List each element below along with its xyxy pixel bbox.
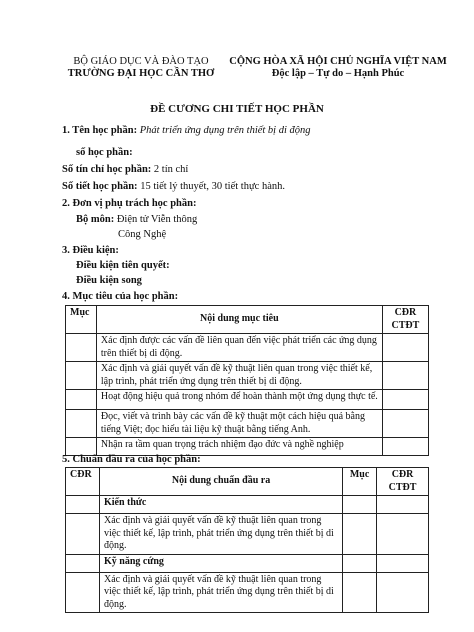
table-row — [66, 390, 429, 410]
objectives-table — [65, 305, 429, 456]
table-cell — [377, 514, 429, 555]
hours-value: 15 tiết lý thuyết, 30 tiết thực hành. — [140, 181, 285, 192]
dept-value: Điện tử Viễn thông — [116, 214, 198, 225]
credits-line — [62, 163, 188, 176]
credits-label: Số tín chỉ học phần: — [62, 164, 152, 175]
dept-line — [76, 213, 197, 226]
document-title: ĐỀ CƯƠNG CHI TIẾT HỌC PHẦN — [150, 103, 324, 115]
table-row — [66, 554, 429, 572]
table-row — [66, 410, 429, 438]
table-cell — [66, 390, 97, 410]
section-1-heading: 1. Tên học phần: — [62, 125, 138, 136]
col-cdr-line2: CTĐT — [391, 319, 420, 331]
outcomes-header-row — [66, 468, 429, 496]
col-cdr-line1: CĐR — [391, 469, 414, 480]
section-5-heading: 5. Chuẩn đầu ra của học phần: — [62, 454, 201, 465]
col-outcome-content: Nội dung chuẩn đầu ra — [99, 468, 342, 496]
table-cell — [377, 496, 429, 514]
dept-value-2: Công Nghệ — [118, 229, 167, 240]
section-1-line — [62, 124, 311, 137]
objective-text: Hoạt động hiệu quả trong nhóm để hoàn thành một ứng dụng thực tế. — [96, 390, 382, 410]
table-cell — [66, 514, 100, 555]
table-cell — [66, 554, 100, 572]
table-cell — [343, 554, 377, 572]
col-cdr-line1: CĐR — [394, 307, 417, 318]
credits-value: 2 tín chỉ — [153, 164, 189, 175]
table-row — [66, 514, 429, 555]
col-cdr-ctdt — [377, 468, 429, 496]
outcome-text: Xác định và giải quyết vấn đề kỹ thuật liên quan trong việc thiết kế, lập trình, phát triển ứng dụng trên thiết bị di động. — [99, 572, 342, 613]
table-cell — [343, 496, 377, 514]
outcomes-table — [65, 467, 429, 613]
group-knowledge: Kiến thức — [99, 496, 342, 514]
table-cell — [382, 334, 428, 362]
course-code-label: số học phần: — [76, 147, 133, 158]
republic-name: CỘNG HÒA XÃ HỘI CHỦ NGHĨA VIỆT NAM — [229, 56, 447, 67]
course-name: Phát triển ứng dụng trên thiết bị di động — [139, 125, 311, 136]
ministry-name: BỘ GIÁO DỤC VÀ ĐÀO TẠO — [73, 56, 209, 67]
objective-text: Nhận ra tầm quan trọng trách nhiệm đạo đức và nghề nghiệp — [96, 438, 382, 456]
table-row — [66, 334, 429, 362]
table-cell — [66, 362, 97, 390]
table-row — [66, 496, 429, 514]
motto: Độc lập – Tự do – Hạnh Phúc — [271, 68, 405, 79]
group-hard-skills: Kỹ năng cứng — [99, 554, 342, 572]
table-cell — [343, 572, 377, 613]
table-cell — [382, 438, 428, 456]
table-cell — [382, 390, 428, 410]
outcome-text: Xác định và giải quyết vấn đề kỹ thuật liên quan trong việc thiết kế, lập trình, phát triển ứng dụng trên thiết bị di động. — [99, 514, 342, 555]
university-name: TRƯỜNG ĐẠI HỌC CẦN THƠ — [67, 68, 215, 79]
section-2-heading: 2. Đơn vị phụ trách học phần: — [62, 198, 197, 209]
col-cdr-line2: CTĐT — [388, 481, 417, 493]
table-cell — [66, 410, 97, 438]
objectives-header-row — [66, 306, 429, 334]
objective-text: Đọc, viết và trình bày các vấn đề kỹ thuật một cách hiệu quả bằng tiếng Việt; đọc hiểu tài liệu kỹ thuật bằng tiếng Anh. — [96, 410, 382, 438]
table-cell — [66, 496, 100, 514]
parallel-label: Điều kiện song — [76, 275, 142, 286]
col-muc: Mục — [343, 468, 377, 496]
table-cell — [66, 334, 97, 362]
col-cdr: CĐR — [66, 468, 100, 496]
objective-text: Xác định được các vấn đề liên quan đến việc phát triển các ứng dụng trên thiết bị di động. — [96, 334, 382, 362]
table-cell — [382, 362, 428, 390]
hours-line — [62, 180, 285, 193]
section-3-heading: 3. Điều kiện: — [62, 245, 119, 256]
table-cell — [377, 572, 429, 613]
col-cdr-ctdt — [382, 306, 428, 334]
table-row — [66, 362, 429, 390]
dept-label: Bộ môn: — [76, 214, 115, 225]
table-row — [66, 572, 429, 613]
col-objective-content: Nội dung mục tiêu — [96, 306, 382, 334]
table-cell — [343, 514, 377, 555]
objective-text: Xác định và giải quyết vấn đề kỹ thuật liên quan trong việc thiết kế, lập trình, phát triển ứng dụng trên thiết bị di động. — [96, 362, 382, 390]
section-4-heading: 4. Mục tiêu của học phần: — [62, 291, 179, 302]
col-muc: Mục — [66, 306, 97, 334]
hours-label: Số tiết học phần: — [62, 181, 138, 192]
table-cell — [377, 554, 429, 572]
prerequisite-label: Điều kiện tiên quyết: — [76, 260, 170, 271]
table-cell — [382, 410, 428, 438]
table-cell — [66, 572, 100, 613]
